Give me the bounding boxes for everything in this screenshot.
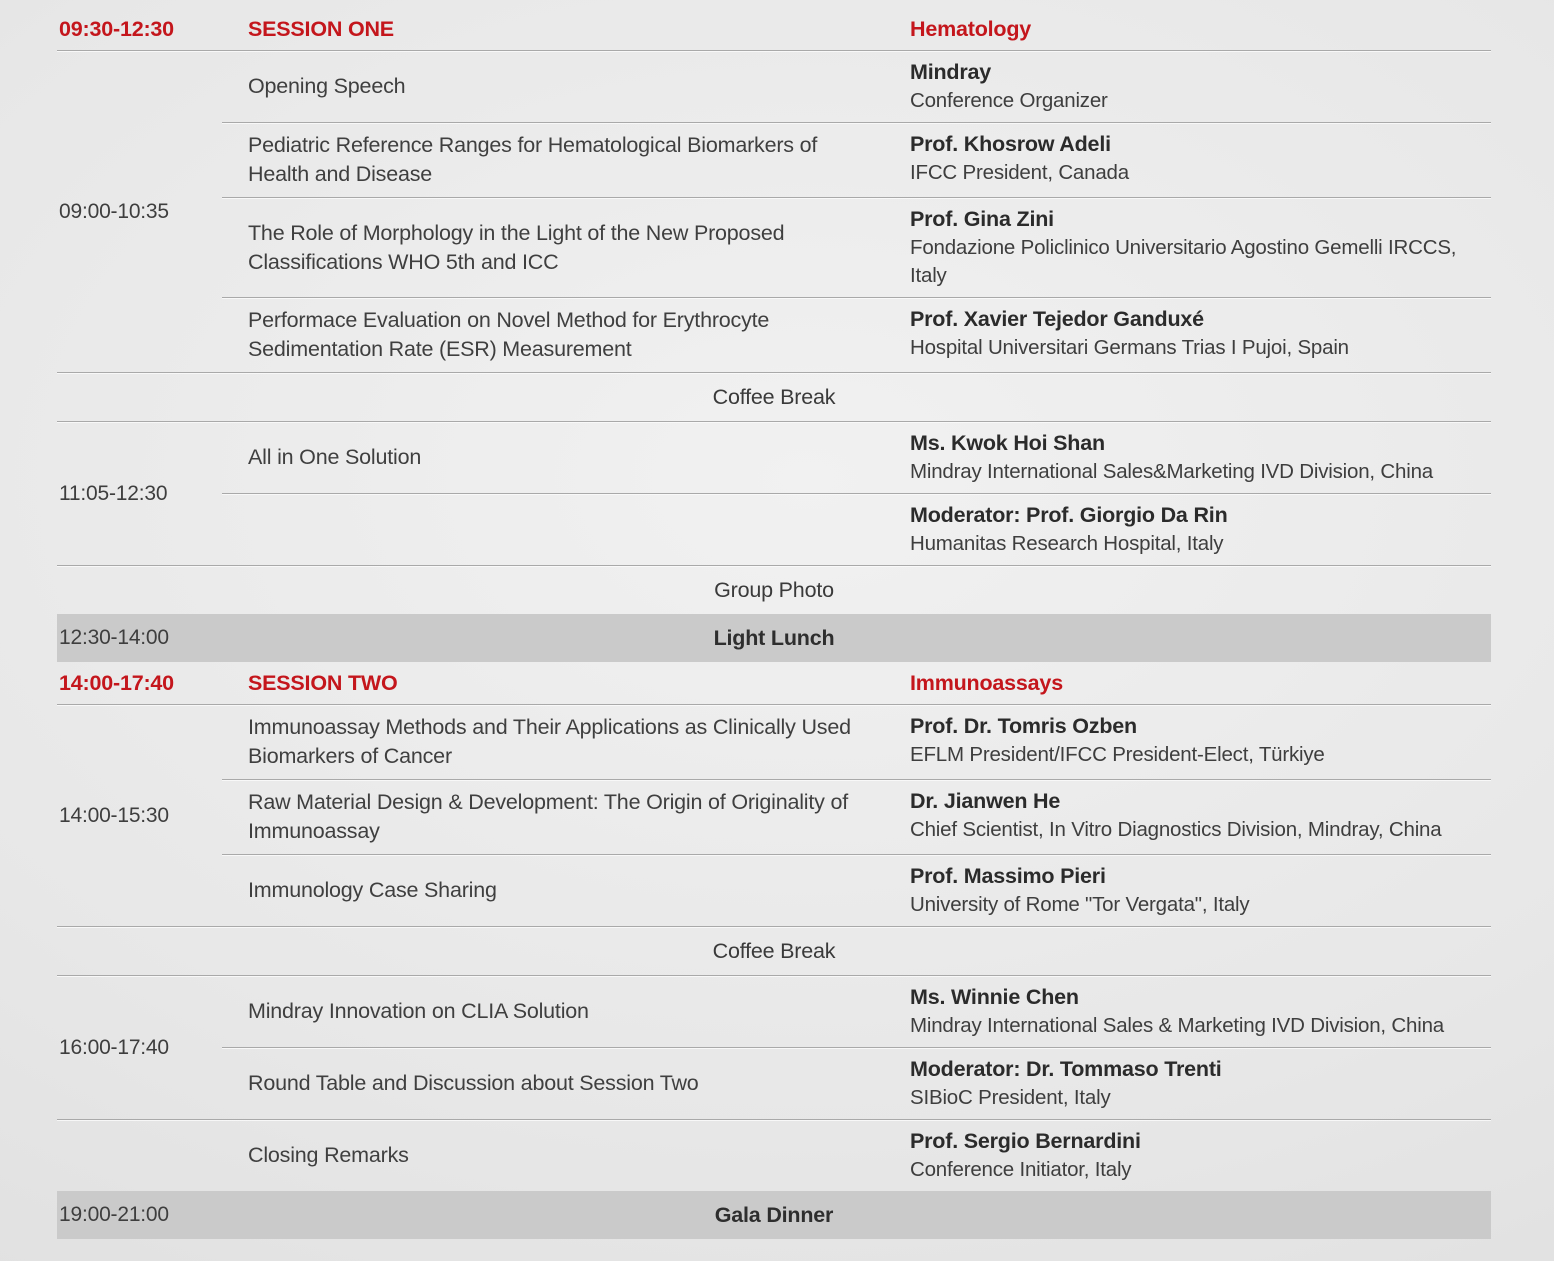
speaker-cell <box>910 1048 1491 1119</box>
break-row <box>57 373 1491 421</box>
talk-row <box>222 198 1491 297</box>
speaker-cell <box>910 422 1491 493</box>
talks-list <box>222 51 1491 372</box>
talk-row <box>222 705 1491 779</box>
speaker-name: Prof. Xavier Tejedor Ganduxé <box>910 307 1204 331</box>
session-header-row <box>57 662 1491 704</box>
topic-cell: Immunology Case Sharing <box>248 878 497 902</box>
speaker-affiliation: Humanitas Research Hospital, Italy <box>910 532 1224 555</box>
talk-row <box>222 1048 1491 1119</box>
agenda-table <box>57 8 1491 1239</box>
speaker-affiliation: Conference Initiator, Italy <box>910 1158 1132 1181</box>
speaker-affiliation: Mindray International Sales & Marketing IVD Division, China <box>910 1014 1444 1037</box>
speaker-name: Ms. Kwok Hoi Shan <box>910 431 1105 455</box>
speaker-affiliation: Chief Scientist, In Vitro Diagnostics Division, Mindray, China <box>910 818 1442 841</box>
speaker-name: Prof. Khosrow Adeli <box>910 132 1111 156</box>
band-row <box>57 614 1491 662</box>
session-title: SESSION ONE <box>248 16 394 41</box>
speaker-affiliation: University of Rome "Tor Vergata", Italy <box>910 893 1250 916</box>
band-row <box>57 1191 1491 1239</box>
speaker-name: Moderator: Dr. Tommaso Trenti <box>910 1057 1222 1081</box>
speaker-affiliation: Conference Organizer <box>910 89 1108 112</box>
speaker-cell <box>910 298 1491 372</box>
talk-row <box>222 123 1491 197</box>
talk-row <box>222 298 1491 372</box>
speaker-name: Prof. Dr. Tomris Ozben <box>910 714 1137 738</box>
band-label: Light Lunch <box>713 625 835 650</box>
agenda-block <box>57 51 1491 372</box>
speaker-cell <box>910 51 1491 122</box>
speaker-name: Dr. Jianwen He <box>910 789 1061 813</box>
band-time: 19:00-21:00 <box>59 1203 169 1226</box>
topic-cell: The Role of Morphology in the Light of the New Proposed Classifications WHO 5th and ICC <box>248 220 785 274</box>
speaker-cell <box>910 855 1491 926</box>
talk-row <box>222 780 1491 854</box>
break-label: Group Photo <box>714 577 834 602</box>
topic-cell: Round Table and Discussion about Session Two <box>248 1071 699 1095</box>
break-row <box>57 566 1491 614</box>
block-time-cell <box>57 1120 222 1191</box>
speaker-name: Ms. Winnie Chen <box>910 985 1079 1009</box>
talks-list <box>222 1120 1491 1191</box>
speaker-affiliation: IFCC President, Canada <box>910 161 1129 184</box>
topic-cell: Pediatric Reference Ranges for Hematological Biomarkers of Health and Disease <box>248 133 818 186</box>
session-time: 14:00-17:40 <box>59 670 174 695</box>
talks-list <box>222 705 1491 926</box>
talk-row <box>222 51 1491 122</box>
topic-cell: All in One Solution <box>248 445 422 469</box>
block-time-cell: 09:00-10:35 <box>59 199 169 223</box>
speaker-cell <box>910 198 1491 297</box>
topic-cell <box>222 494 910 565</box>
agenda-block <box>57 705 1491 926</box>
speaker-name: Mindray <box>910 60 992 84</box>
session-header-row <box>57 8 1491 50</box>
speaker-name: Prof. Massimo Pieri <box>910 864 1106 888</box>
talks-list <box>222 976 1491 1119</box>
topic-cell: Immunoassay Methods and Their Applications as Clinically Used Biomarkers of Cancer <box>248 715 851 768</box>
speaker-cell <box>910 494 1491 565</box>
speaker-cell <box>910 705 1491 779</box>
speaker-cell <box>910 976 1491 1047</box>
talk-row <box>222 494 1491 565</box>
session-track: Immunoassays <box>910 670 1063 695</box>
band-time: 12:30-14:00 <box>59 626 169 649</box>
talk-row <box>222 1120 1491 1191</box>
agenda-block <box>57 976 1491 1119</box>
topic-cell: Performace Evaluation on Novel Method for Erythrocyte Sedimentation Rate (ESR) Measurement <box>248 308 770 361</box>
topic-cell: Raw Material Design & Development: The Origin of Originality of Immunoassay <box>248 790 849 843</box>
band-label: Gala Dinner <box>714 1202 834 1227</box>
speaker-affiliation: SIBioC President, Italy <box>910 1086 1111 1109</box>
speaker-cell <box>910 123 1491 197</box>
speaker-affiliation: EFLM President/IFCC President-Elect, Türkiye <box>910 743 1325 766</box>
talk-row <box>222 976 1491 1047</box>
break-row <box>57 927 1491 975</box>
agenda-block <box>57 422 1491 565</box>
topic-cell: Closing Remarks <box>248 1143 409 1167</box>
speaker-affiliation: Hospital Universitari Germans Trias I Pujoi, Spain <box>910 336 1349 359</box>
speaker-name: Moderator: Prof. Giorgio Da Rin <box>910 503 1228 527</box>
agenda-block <box>57 1120 1491 1191</box>
speaker-cell <box>910 780 1491 854</box>
break-label: Coffee Break <box>712 938 836 963</box>
block-time-cell: 16:00-17:40 <box>59 1035 169 1059</box>
session-time: 09:30-12:30 <box>59 16 174 41</box>
speaker-name: Prof. Gina Zini <box>910 207 1054 231</box>
speaker-name: Prof. Sergio Bernardini <box>910 1129 1141 1153</box>
speaker-affiliation: Mindray International Sales&Marketing IVD Division, China <box>910 460 1433 483</box>
topic-cell: Mindray Innovation on CLIA Solution <box>248 999 589 1023</box>
talk-row <box>222 855 1491 926</box>
session-title: SESSION TWO <box>248 670 398 695</box>
speaker-cell <box>910 1120 1491 1191</box>
topic-cell: Opening Speech <box>248 74 406 98</box>
session-track: Hematology <box>910 16 1032 41</box>
talks-list <box>222 422 1491 565</box>
block-time-cell: 11:05-12:30 <box>59 481 168 505</box>
block-time-cell: 14:00-15:30 <box>59 803 169 827</box>
break-label: Coffee Break <box>712 384 836 409</box>
speaker-affiliation: Fondazione Policlinico Universitario Agostino Gemelli IRCCS, Italy <box>910 236 1457 287</box>
talk-row <box>222 422 1491 493</box>
